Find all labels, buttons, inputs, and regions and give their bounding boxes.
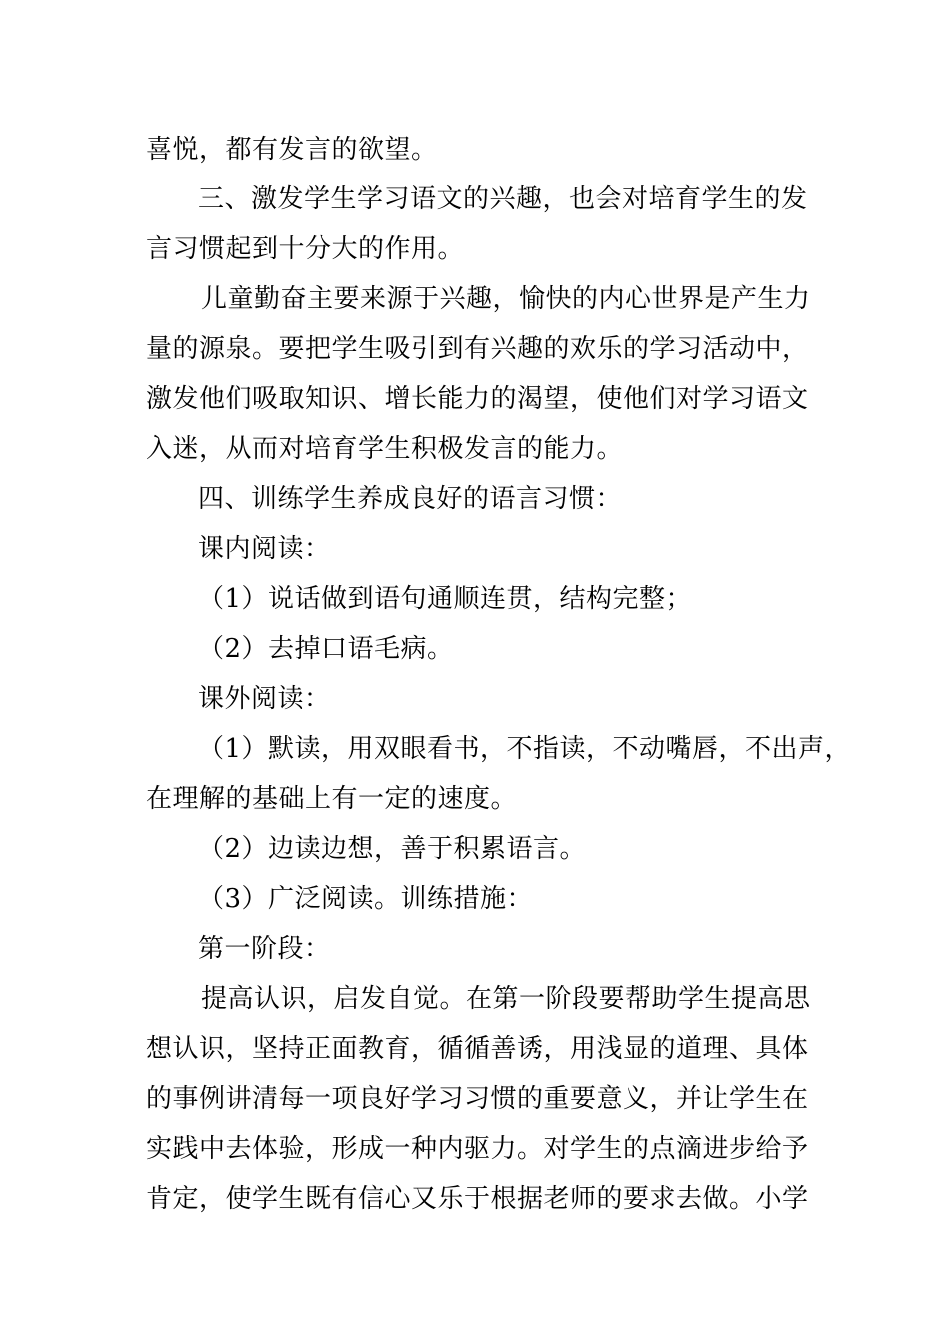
text-line-7: 入迷，从而对培育学生积极发言的能力。 — [146, 434, 624, 464]
text-line-1: 喜悦，都有发言的欲望。 — [146, 135, 438, 165]
text-line-3: 言习惯起到十分大的作用。 — [146, 234, 465, 264]
text-line-18: 提高认识，启发自觉。在第一阶段要帮助学生提高思 — [201, 984, 811, 1014]
text-line-10: （1）说话做到语句通顺连贯，结构完整； — [198, 584, 693, 614]
text-line-13: （1）默读，用双眼看书，不指读，不动嘴唇，不出声， — [198, 734, 852, 764]
text-line-11: （2）去掉口语毛病。 — [198, 634, 454, 664]
text-line-8: 四、训练学生养成良好的语言习惯： — [198, 484, 623, 514]
text-line-20: 的事例讲清每一项良好学习习惯的重要意义，并让学生在 — [146, 1084, 809, 1114]
text-line-14: 在理解的基础上有一定的速度。 — [146, 784, 518, 814]
text-line-6: 激发他们吸取知识、增长能力的渴望，使他们对学习语文 — [146, 384, 809, 414]
text-line-12: 课外阅读： — [198, 684, 331, 714]
text-line-4: 儿童勤奋主要来源于兴趣，愉快的内心世界是产生力 — [201, 284, 811, 314]
text-line-2: 三、激发学生学习语文的兴趣，也会对培育学生的发 — [198, 184, 808, 214]
text-line-19: 想认识，坚持正面教育，循循善诱，用浅显的道理、具体 — [146, 1034, 809, 1064]
text-line-9: 课内阅读： — [198, 534, 331, 564]
text-line-16: （3）广泛阅读。训练措施： — [198, 884, 534, 914]
text-line-17: 第一阶段： — [198, 934, 331, 964]
text-line-15: （2）边读边想，善于积累语言。 — [198, 834, 587, 864]
text-line-21: 实践中去体验，形成一种内驱力。对学生的点滴进步给予 — [146, 1134, 809, 1164]
text-line-22: 肯定，使学生既有信心又乐于根据老师的要求去做。小学 — [146, 1184, 809, 1214]
text-line-5: 量的源泉。要把学生吸引到有兴趣的欢乐的学习活动中， — [146, 334, 809, 364]
